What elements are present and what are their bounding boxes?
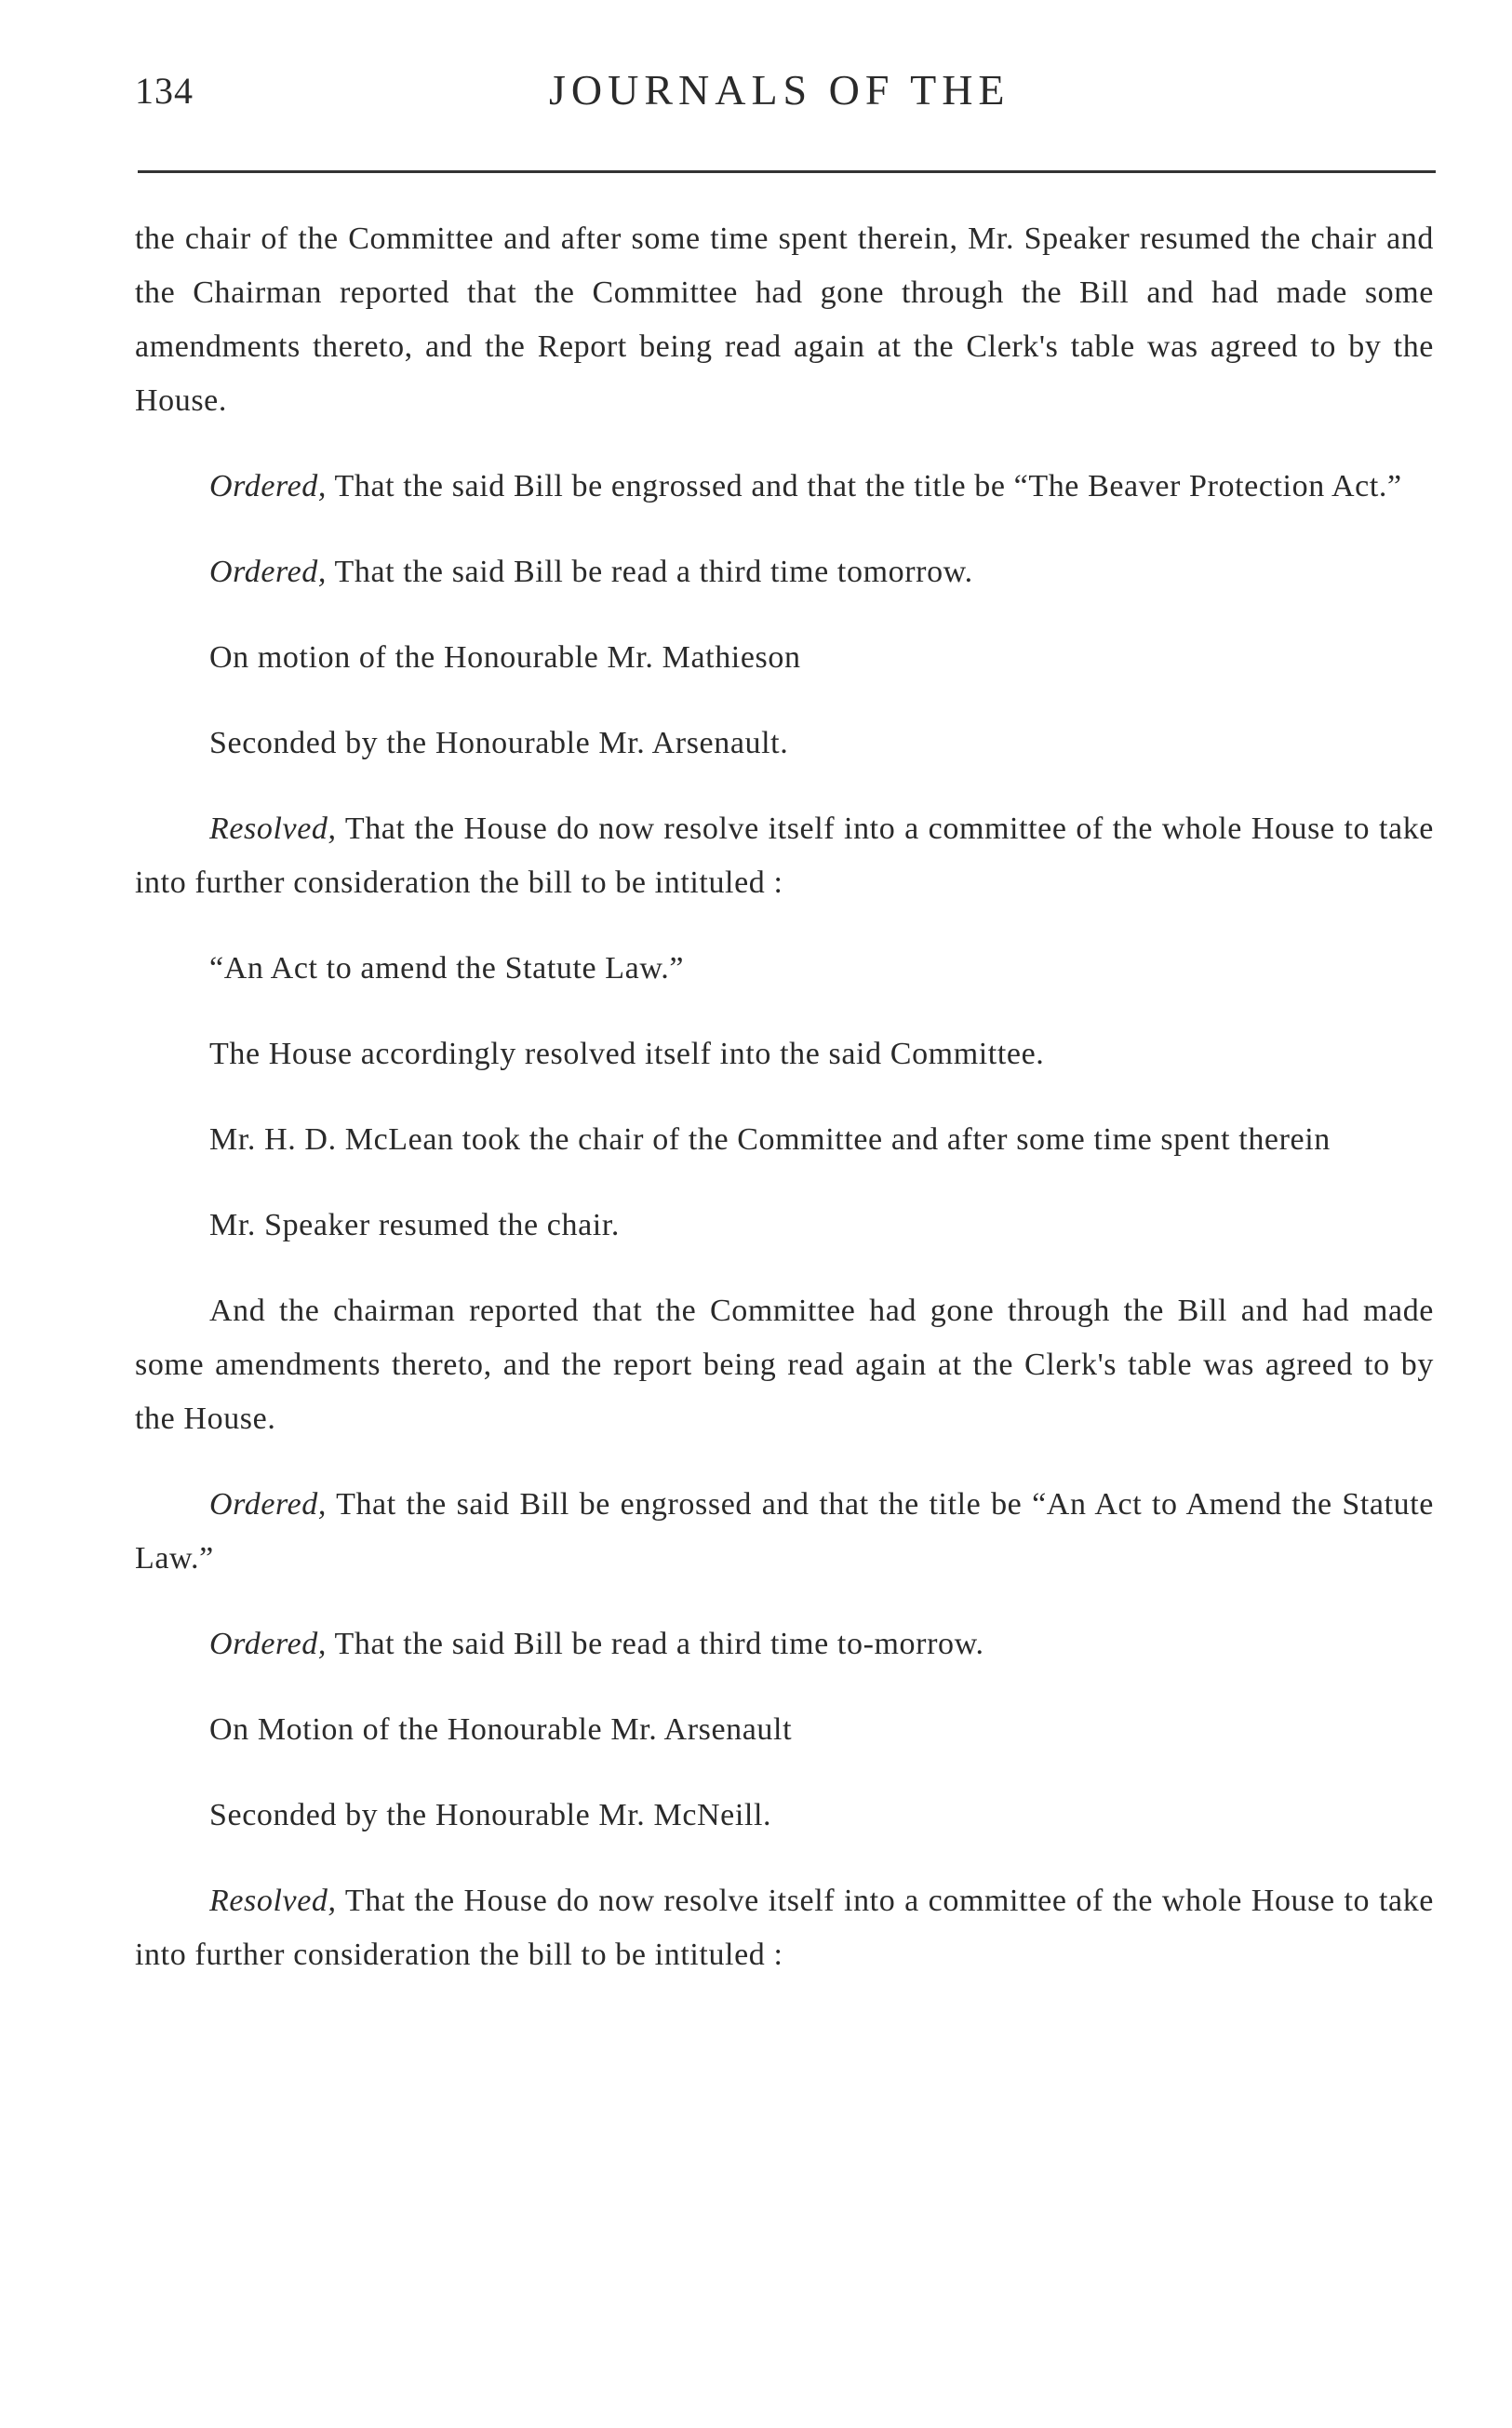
- paragraph: [135, 1703, 1434, 1757]
- paragraph-text: That the said Bill be engrossed and that the title be “The Beaver Protection Act.”: [326, 469, 1402, 503]
- paragraph-text: “An Act to amend the Statute Law.”: [209, 951, 685, 986]
- paragraph-lead: Ordered,: [209, 1487, 327, 1522]
- running-head: [135, 61, 1438, 127]
- paragraph-lead: Ordered,: [209, 469, 327, 503]
- paragraph-text: Seconded by the Honourable Mr. McNeill.: [209, 1798, 772, 1832]
- paragraph-lead: Ordered,: [209, 1627, 327, 1661]
- paragraph: [135, 1478, 1434, 1586]
- running-head-title: JOURNALS OF THE: [549, 66, 1010, 114]
- paragraph: [135, 802, 1434, 910]
- paragraph: [135, 460, 1434, 514]
- paragraph-text: That the said Bill be read a third time to-morrow.: [326, 1627, 984, 1661]
- paragraph: [135, 545, 1434, 599]
- paragraph: [135, 1199, 1434, 1253]
- paragraph-text: Mr. H. D. McLean took the chair of the Committee and after some time spent therein: [209, 1122, 1331, 1157]
- paragraph-lead: Resolved,: [209, 812, 337, 846]
- paragraph-text: That the House do now resolve itself into a committee of the whole House to take into further consideration the bill to be intituled :: [135, 812, 1434, 900]
- header-rule: [138, 170, 1436, 173]
- paragraph: [135, 1284, 1434, 1446]
- paragraph: [135, 717, 1434, 771]
- paragraph-text: That the House do now resolve itself into a committee of the whole House to take into further consideration the bill to be intituled :: [135, 1884, 1434, 1972]
- paragraph-text: On Motion of the Honourable Mr. Arsenault: [209, 1712, 793, 1747]
- paragraph: [135, 1617, 1434, 1671]
- paragraph: [135, 1027, 1434, 1081]
- paragraph: [135, 631, 1434, 685]
- journal-body: [135, 212, 1434, 2014]
- paragraph-text: That the said Bill be engrossed and that the title be “An Act to Amend the Statute Law.”: [135, 1487, 1434, 1576]
- paragraph-text: the chair of the Committee and after some time spent therein, Mr. Speaker resumed the chair and the Chairman reported that the Committee had gone through the Bill and had made some amendments thereto, and the Report being read again at the Clerk's table was agreed to by the House.: [135, 221, 1434, 418]
- paragraph: [135, 212, 1434, 428]
- page-number: 134: [135, 70, 194, 112]
- paragraph-text: The House accordingly resolved itself into the said Committee.: [209, 1037, 1045, 1071]
- paragraph: [135, 942, 1434, 996]
- paragraph: [135, 1113, 1434, 1167]
- paragraph-text: Mr. Speaker resumed the chair.: [209, 1208, 620, 1242]
- paragraph-text: And the chairman reported that the Committee had gone through the Bill and had made some amendments thereto, and the report being read again at the Clerk's table was agreed to by the House.: [135, 1294, 1434, 1436]
- paragraph: [135, 1789, 1434, 1843]
- paragraph-text: On motion of the Honourable Mr. Mathieson: [209, 640, 801, 675]
- paragraph-text: That the said Bill be read a third time tomorrow.: [326, 555, 973, 589]
- paragraph: [135, 1874, 1434, 1982]
- paragraph-text: Seconded by the Honourable Mr. Arsenault.: [209, 726, 789, 760]
- paragraph-lead: Ordered,: [209, 555, 327, 589]
- paragraph-lead: Resolved,: [209, 1884, 337, 1918]
